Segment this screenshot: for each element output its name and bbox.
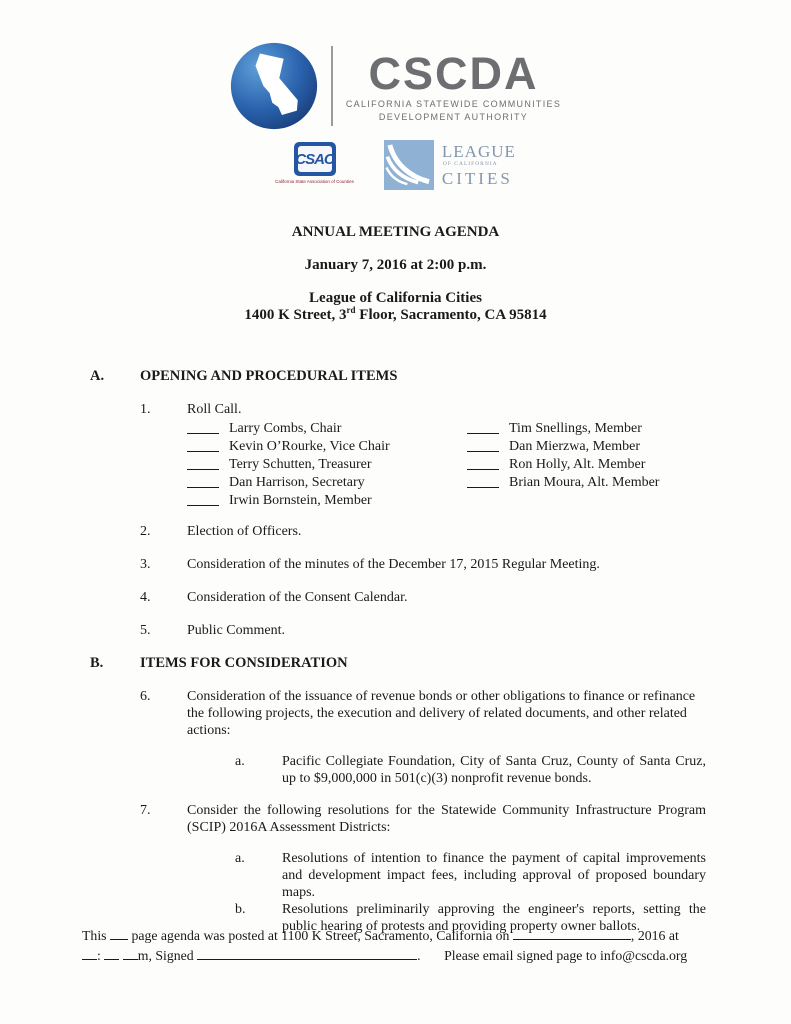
roll-call-name: Irwin Bornstein, Member: [229, 493, 372, 508]
item-letter: a.: [235, 754, 245, 769]
roll-call-entry: [467, 455, 659, 473]
logo-divider: [331, 46, 333, 126]
item-number: 4.: [140, 590, 151, 605]
roll-call-entry: [467, 437, 659, 455]
section-title: OPENING AND PROCEDURAL ITEMS: [140, 368, 398, 384]
roll-call-blank-line: [187, 487, 219, 488]
roll-call-blank-line: [187, 433, 219, 434]
item-text: Roll Call.: [187, 402, 242, 417]
roll-call-blank-line: [467, 451, 499, 452]
footer-email-note: Please email signed page to info@cscda.org: [444, 947, 688, 963]
league-wordmark-line1: LEAGUE: [441, 142, 516, 162]
footer-text: m, Signed: [137, 947, 194, 963]
section-label: B.: [90, 655, 104, 671]
minute-blank-line: [104, 948, 119, 960]
csac-wordmark: CSAC: [295, 150, 334, 168]
item-text: Election of Officers.: [187, 524, 302, 539]
roll-call-entry: [187, 437, 467, 455]
item-number: 2.: [140, 524, 151, 539]
csac-caption: California State Association of Counties: [275, 179, 354, 184]
footer-text: page agenda was posted at 1100 K Street, Sacramento, California on: [131, 928, 510, 943]
posting-statement-line2: [82, 946, 709, 966]
roll-call-entry: [187, 455, 467, 473]
item-text: Resolutions preliminarily approving the engineer's reports, setting the public hearing of protests and providing property owner ballots.: [282, 902, 706, 934]
agenda-item-3: [0, 556, 791, 573]
california-globe-icon: [230, 42, 318, 130]
section-label: A.: [90, 368, 105, 384]
roll-call-blank-line: [187, 451, 219, 452]
meeting-title: ANNUAL MEETING AGENDA: [291, 224, 500, 240]
item-text: Consideration of the minutes of the December 17, 2015 Regular Meeting.: [187, 557, 600, 572]
agenda-item-5: [0, 622, 791, 639]
csac-icon-inner: [295, 146, 334, 172]
roll-call-blank-line: [187, 469, 219, 470]
posting-statement: [82, 926, 709, 965]
item-number: 1.: [140, 402, 151, 417]
roll-call-list: [0, 419, 791, 509]
section-a-heading: [0, 368, 791, 385]
agenda-item-6: [0, 688, 791, 739]
footer-text: , 2016 at: [630, 928, 679, 943]
csac-logo: [275, 142, 354, 184]
item-text: Consideration of the issuance of revenue bonds or other obligations to finance or refinance the following projects, the execution and delivery of related documents, and other related actions:: [187, 689, 696, 738]
agenda-item-6a: [0, 753, 791, 787]
section-title: ITEMS FOR CONSIDERATION: [140, 655, 348, 671]
roll-call-name: Ron Holly, Alt. Member: [509, 457, 646, 472]
item-number: 3.: [140, 557, 151, 572]
footer-text: This: [82, 928, 107, 943]
agenda-item-7a: [0, 850, 791, 901]
partner-logos: [275, 140, 516, 192]
cscda-logo: [230, 42, 561, 130]
item-text: Pacific Collegiate Foundation, City of Santa Cruz, County of Santa Cruz, up to $9,000,000 in 501(c)(3) nonprofit revenue bonds.: [282, 754, 706, 786]
date-blank-line: [513, 928, 631, 940]
item-text: Consider the following resolutions for the Statewide Community Infrastructure Program (SCIP) 2016A Assessment Districts:: [187, 803, 706, 835]
csac-icon: [294, 142, 336, 176]
meeting-location: [0, 290, 791, 324]
item-number: 5.: [140, 623, 151, 638]
meeting-datetime: January 7, 2016 at 2:00 p.m.: [304, 257, 487, 273]
league-logo: [384, 140, 516, 190]
roll-call-column-left: [187, 419, 467, 509]
agenda-item-4: [0, 589, 791, 606]
league-wordmark-line2: OF CALIFORNIA: [442, 161, 498, 168]
roll-call-blank-line: [467, 433, 499, 434]
roll-call-entry: [187, 473, 467, 491]
agenda-item-1: [0, 401, 791, 418]
roll-call-entry: [467, 473, 659, 491]
title-block: [0, 224, 791, 324]
cscda-wordmark-block: [345, 47, 562, 122]
roll-call-entry: [187, 419, 467, 437]
cscda-wordmark: CSCDA: [368, 47, 539, 99]
signature-blank-line: [197, 948, 417, 960]
page-count-blank-line: [110, 928, 128, 940]
item-text: Resolutions of intention to finance the payment of capital improvements and development impact fees, including approval of proposed boundary maps.: [282, 851, 706, 900]
agenda-item-2: [0, 523, 791, 540]
roll-call-name: Dan Harrison, Secretary: [229, 475, 365, 490]
item-number: 6.: [140, 689, 151, 704]
item-letter: b.: [235, 902, 246, 917]
roll-call-entry: [467, 419, 659, 437]
logo-stack: [0, 0, 791, 192]
cscda-subtitle-line2: DEVELOPMENT AUTHORITY: [378, 111, 529, 122]
item-number: 7.: [140, 803, 151, 818]
roll-call-blank-line: [467, 487, 499, 488]
roll-call-column-right: [467, 419, 659, 509]
roll-call-name: Terry Schutten, Treasurer: [229, 457, 372, 472]
item-text: Consideration of the Consent Calendar.: [187, 590, 408, 605]
roll-call-blank-line: [467, 469, 499, 470]
roll-call-name: Dan Mierzwa, Member: [509, 439, 641, 454]
cscda-subtitle-line1: CALIFORNIA STATEWIDE COMMUNITIES: [345, 98, 562, 109]
section-b-heading: [0, 655, 791, 672]
league-swoosh-icon: [384, 140, 434, 190]
roll-call-blank-line: [187, 505, 219, 506]
hour-blank-line: [82, 948, 97, 960]
roll-call-name: Brian Moura, Alt. Member: [509, 475, 660, 490]
roll-call-name: Kevin O’Rourke, Vice Chair: [229, 439, 390, 454]
item-text: Public Comment.: [187, 623, 285, 638]
agenda-item-7: [0, 802, 791, 836]
venue-address: 1400 K Street, 3rd Floor, Sacramento, CA 95814: [244, 305, 547, 323]
footer-text: .: [417, 947, 421, 963]
footer-text: :: [97, 947, 101, 963]
venue-name: League of California Cities: [309, 290, 482, 306]
roll-call-name: Larry Combs, Chair: [229, 421, 342, 436]
meridiem-blank-line: [123, 948, 138, 960]
item-letter: a.: [235, 851, 245, 866]
league-wordmark-line3: CITIES: [441, 168, 513, 188]
posting-statement-line1: [82, 926, 709, 946]
league-wordmark-block: [442, 143, 516, 187]
roll-call-entry: [187, 491, 467, 509]
roll-call-name: Tim Snellings, Member: [509, 421, 642, 436]
